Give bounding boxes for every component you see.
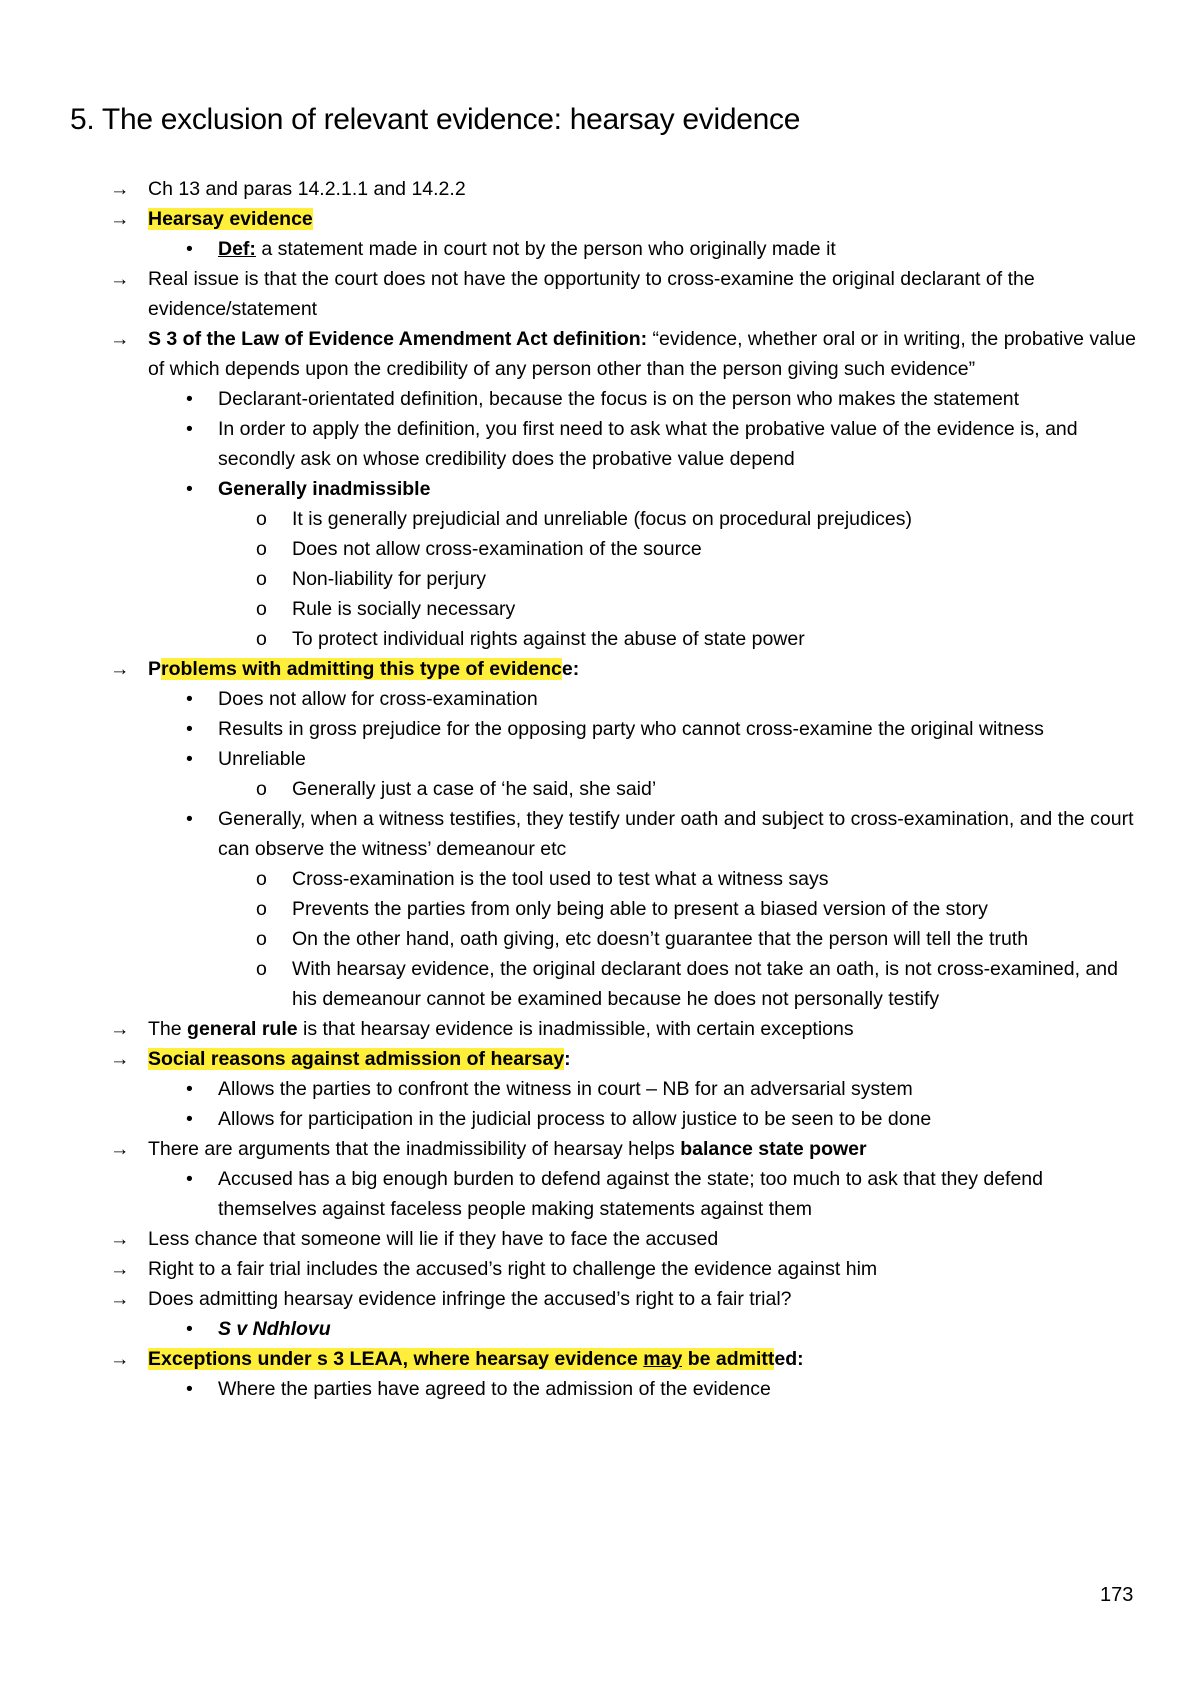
item-heading-highlight: Exceptions under s 3 LEAA, where hearsay evidence: [148, 1348, 644, 1370]
item-text: Allows for participation in the judicial process to allow justice to be seen to be done: [218, 1108, 932, 1130]
item-term: balance state power: [680, 1138, 867, 1160]
item-text: To protect individual rights against the abuse of state power: [292, 628, 805, 650]
item-text: is that hearsay evidence is inadmissible, with certain exceptions: [297, 1018, 854, 1040]
circle-bullet-icon: o: [256, 958, 267, 980]
item-heading-emphasis: may: [643, 1348, 683, 1370]
item-text: In order to apply the definition, you first need to ask what the probative value of the evidence is, and secondly ask on whose credibility does the probative value depend: [218, 418, 1078, 470]
item-text: It is generally prejudicial and unreliable (focus on procedural prejudices): [292, 508, 913, 530]
item-text: Non-liability for perjury: [292, 568, 486, 590]
list-item: [110, 1074, 1140, 1104]
list-item: [110, 594, 1140, 624]
list-item: [110, 1374, 1140, 1404]
item-text: Rule is socially necessary: [292, 598, 516, 620]
item-heading-highlight: be admitt: [682, 1348, 775, 1370]
list-item: [110, 534, 1140, 564]
circle-bullet-icon: o: [256, 568, 267, 590]
list-item: [110, 204, 1140, 234]
bullet-icon: •: [186, 1078, 193, 1100]
item-heading-end: e:: [561, 658, 580, 680]
arrow-icon: →: [110, 1258, 130, 1280]
item-text: Generally inadmissible: [218, 478, 431, 500]
list-item: [110, 684, 1140, 714]
arrow-icon: →: [110, 268, 130, 290]
item-text: a statement made in court not by the person who originally made it: [255, 238, 836, 260]
bullet-icon: •: [186, 478, 193, 500]
item-text: Declarant-orientated definition, because the focus is on the person who makes the statement: [218, 388, 1020, 410]
list-item: [110, 774, 1140, 804]
list-item: [110, 1284, 1140, 1314]
item-term: S 3 of the Law of Evidence Amendment Act definition:: [148, 328, 648, 350]
list-item: [110, 174, 1140, 204]
list-item: [110, 1164, 1140, 1224]
list-item: [110, 1014, 1140, 1044]
arrow-icon: →: [110, 658, 130, 680]
list-item: [110, 324, 1140, 384]
item-text: Less chance that someone will lie if they have to face the accused: [148, 1228, 719, 1250]
bullet-icon: •: [186, 1168, 193, 1190]
item-term: general rule: [187, 1018, 298, 1040]
notes-body: [110, 174, 1140, 1404]
item-text: Unreliable: [218, 748, 306, 770]
list-item: [110, 384, 1140, 414]
item-text: Does not allow for cross-examination: [218, 688, 538, 710]
item-text: Accused has a big enough burden to defend against the state; too much to ask that they defend themselves against faceless people making statements against them: [218, 1168, 1043, 1220]
circle-bullet-icon: o: [256, 508, 267, 530]
circle-bullet-icon: o: [256, 598, 267, 620]
item-text: With hearsay evidence, the original declarant does not take an oath, is not cross-examined, and his demeanour cannot be examined because he does not personally testify: [292, 958, 1118, 1010]
circle-bullet-icon: o: [256, 778, 267, 800]
item-text: Allows the parties to confront the witness in court – NB for an adversarial system: [218, 1078, 913, 1100]
item-text: There are arguments that the inadmissibility of hearsay helps: [148, 1138, 681, 1160]
item-heading: Social reasons against admission of hearsay: [148, 1048, 565, 1070]
list-item: [110, 1224, 1140, 1254]
bullet-icon: •: [186, 718, 193, 740]
arrow-icon: →: [110, 178, 130, 200]
list-item: [110, 504, 1140, 534]
list-item: [110, 234, 1140, 264]
item-text: Generally just a case of ‘he said, she said’: [292, 778, 657, 800]
item-text: The: [148, 1018, 188, 1040]
arrow-icon: →: [110, 1288, 130, 1310]
list-item: [110, 624, 1140, 654]
arrow-icon: →: [110, 1048, 130, 1070]
list-item: [110, 1104, 1140, 1134]
bullet-icon: •: [186, 688, 193, 710]
circle-bullet-icon: o: [256, 898, 267, 920]
arrow-icon: →: [110, 1018, 130, 1040]
item-text: Real issue is that the court does not have the opportunity to cross-examine the original declarant of the evidence/statement: [148, 268, 1035, 320]
list-item: [110, 804, 1140, 864]
item-text: Right to a fair trial includes the accused’s right to challenge the evidence against him: [148, 1258, 878, 1280]
arrow-icon: →: [110, 1138, 130, 1160]
list-item: [110, 954, 1140, 1014]
page-number: 173: [1100, 1584, 1134, 1606]
item-text: Results in gross prejudice for the opposing party who cannot cross-examine the original witness: [218, 718, 1044, 740]
arrow-icon: →: [110, 208, 130, 230]
list-item: [110, 414, 1140, 474]
item-text: “evidence, whether oral or in writing, the probative value of which depends upon the credibility of any person other than the person giving such evidence”: [148, 328, 1136, 380]
bullet-icon: •: [186, 748, 193, 770]
item-text: Does not allow cross-examination of the source: [292, 538, 702, 560]
item-text: Generally, when a witness testifies, they testify under oath and subject to cross-examination, and the court can observe the witness’ demeanour etc: [218, 808, 1134, 860]
list-item: [110, 894, 1140, 924]
list-item: [110, 1254, 1140, 1284]
circle-bullet-icon: o: [256, 538, 267, 560]
list-item: [110, 864, 1140, 894]
bullet-icon: •: [186, 388, 193, 410]
circle-bullet-icon: o: [256, 928, 267, 950]
item-heading: P: [148, 658, 162, 680]
item-term: Def:: [218, 238, 256, 260]
list-item: [110, 654, 1140, 684]
case-name: S v Ndhlovu: [218, 1318, 331, 1340]
item-heading-end: ed:: [774, 1348, 804, 1370]
list-item: [110, 744, 1140, 774]
item-text: Does admitting hearsay evidence infringe the accused’s right to a fair trial?: [148, 1288, 792, 1310]
item-text: Where the parties have agreed to the admission of the evidence: [218, 1378, 771, 1400]
item-text: Prevents the parties from only being able to present a biased version of the story: [292, 898, 988, 920]
list-item: [110, 1134, 1140, 1164]
item-heading-highlight: roblems with admitting this type of evidenc: [161, 658, 562, 680]
arrow-icon: →: [110, 328, 130, 350]
list-item: [110, 564, 1140, 594]
circle-bullet-icon: o: [256, 868, 267, 890]
bullet-icon: •: [186, 1378, 193, 1400]
arrow-icon: →: [110, 1348, 130, 1370]
list-item: [110, 714, 1140, 744]
circle-bullet-icon: o: [256, 628, 267, 650]
bullet-icon: •: [186, 418, 193, 440]
item-heading: Hearsay evidence: [148, 208, 313, 230]
page-title: 5. The exclusion of relevant evidence: hearsay evidence: [70, 103, 801, 136]
list-item: [110, 1314, 1140, 1344]
bullet-icon: •: [186, 1108, 193, 1130]
bullet-icon: •: [186, 1318, 193, 1340]
list-item: [110, 924, 1140, 954]
item-text: On the other hand, oath giving, etc doesn’t guarantee that the person will tell the truth: [292, 928, 1029, 950]
bullet-icon: •: [186, 238, 193, 260]
list-item: [110, 264, 1140, 324]
list-item: [110, 1344, 1140, 1374]
arrow-icon: →: [110, 1228, 130, 1250]
list-item: [110, 474, 1140, 504]
item-text: Cross-examination is the tool used to test what a witness says: [292, 868, 829, 890]
list-item: [110, 1044, 1140, 1074]
item-text: Ch 13 and paras 14.2.1.1 and 14.2.2: [148, 178, 466, 200]
bullet-icon: •: [186, 808, 193, 830]
item-heading-end: :: [564, 1048, 571, 1070]
